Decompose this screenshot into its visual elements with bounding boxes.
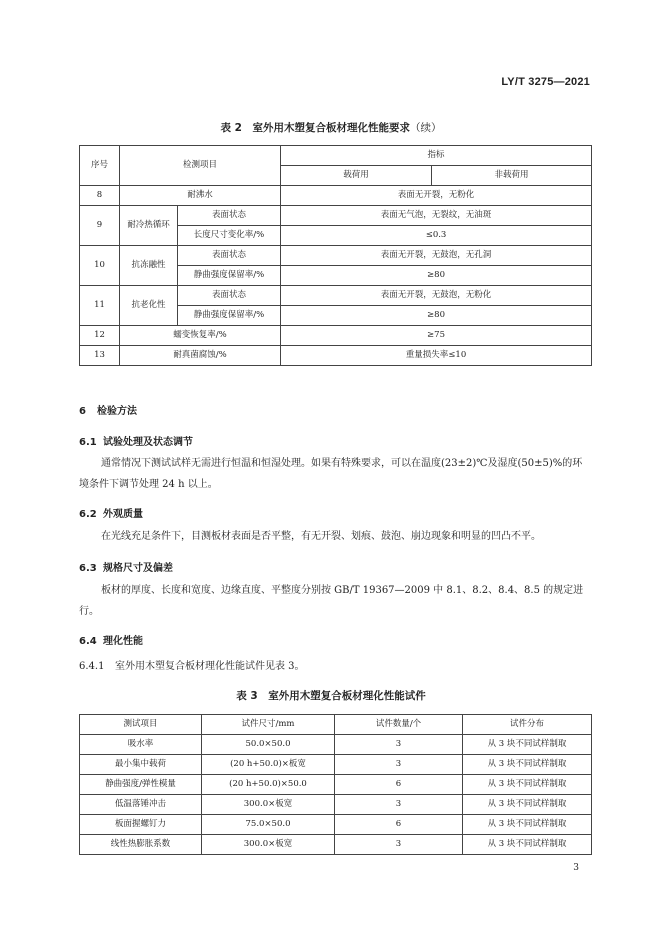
table2-cell-no: 13: [80, 346, 120, 366]
table2-cell-subitem: 静曲强度保留率/%: [178, 266, 281, 286]
table3-cell: 3: [335, 835, 463, 855]
table3-head-cell: 试件分布: [463, 715, 592, 735]
table2-cell-no: 10: [80, 246, 120, 286]
table3-row: [80, 795, 592, 815]
table3-cell: 从 3 块不同试样制取: [463, 795, 592, 815]
section-6-2-heading: [79, 505, 143, 520]
table3-cell: 300.0×板宽: [202, 795, 335, 815]
table2-head-index: 指标: [281, 146, 592, 166]
table2-row: [80, 206, 592, 226]
standard-code: LY/T 3275—2021: [501, 76, 590, 88]
section-6-heading: [79, 402, 137, 417]
table3-cell: 从 3 块不同试样制取: [463, 755, 592, 775]
table3-row: [80, 755, 592, 775]
table2-cell-value: 表面无开裂，无鼓泡，无孔洞: [281, 246, 592, 266]
section-title: 规格尺寸及偏差: [103, 563, 173, 574]
table2-cell-item: 蠕变恢复率/%: [120, 326, 281, 346]
table2-cell-subitem: 表面状态: [178, 246, 281, 266]
section-6-4-1-text: 室外用木塑复合板材理化性能试件见表 3。: [115, 661, 305, 672]
section-title: 试验处理及状态调节: [103, 437, 193, 448]
section-6-3-text: 板材的厚度、长度和宽度、边缘直度、平整度分别按 GB/T 19367—2009 中 8.1、8.2、8.4、8.5 的规定进行。: [79, 585, 584, 617]
table2-row: [80, 286, 592, 306]
table2-cell-subitem: 表面状态: [178, 206, 281, 226]
table2-cell-value: 重量损失率≤10: [281, 346, 592, 366]
table2-cell-value: 表面无开裂，无粉化: [281, 186, 592, 206]
table3-cell: 最小集中载荷: [80, 755, 202, 775]
section-number: 6.3: [79, 563, 97, 574]
section-title: 外观质量: [103, 509, 143, 520]
table2-cell-item: 耐沸水: [120, 186, 281, 206]
table3-caption: 表 3 室外用木塑复合板材理化性能试件: [236, 690, 426, 702]
table3-cell: 从 3 块不同试样制取: [463, 815, 592, 835]
table3-header-row: [80, 715, 592, 735]
section-number: 6.2: [79, 509, 97, 520]
table3-head-cell: 试件尺寸/mm: [202, 715, 335, 735]
table2-cell-subitem: 表面状态: [178, 286, 281, 306]
section-6-4-1-line: [79, 657, 305, 672]
table3-cell: 从 3 块不同试样制取: [463, 735, 592, 755]
table3-row: [80, 775, 592, 795]
table3-cell: 从 3 块不同试样制取: [463, 835, 592, 855]
table2-caption: [0, 120, 662, 135]
table2-row: [80, 186, 592, 206]
section-6-2-text: 在光线充足条件下，目测板材表面是否平整，有无开裂、划痕、鼓泡、崩边现象和明显的凹凸不平。: [101, 531, 541, 542]
table2-header-row: [80, 146, 592, 166]
table2-cell-subitem: 长度尺寸变化率/%: [178, 226, 281, 246]
table3-cell: 6: [335, 815, 463, 835]
table2: [79, 145, 592, 366]
table2-row: [80, 246, 592, 266]
table3-head-cell: 测试项目: [80, 715, 202, 735]
table2-cell-value: ≤0.3: [281, 226, 592, 246]
table3-cell: 低温落锤冲击: [80, 795, 202, 815]
table2-cell-item: 耐冷热循环: [120, 206, 178, 246]
table2-cell-value: 表面无气泡，无裂纹，无油斑: [281, 206, 592, 226]
page-number: 3: [573, 863, 579, 873]
table2-row: [80, 346, 592, 366]
table3-cell: 50.0×50.0: [202, 735, 335, 755]
table3-cell: 吸水率: [80, 735, 202, 755]
table3-cell: 从 3 块不同试样制取: [463, 775, 592, 795]
section-6-1-heading: [79, 433, 193, 448]
section-number: 6.1: [79, 437, 97, 448]
section-number: 6.4.1: [79, 661, 105, 672]
table2-cell-item: 抗老化性: [120, 286, 178, 326]
table2-head-item: 检测项目: [120, 146, 281, 186]
table3-cell: 板面握螺钉力: [80, 815, 202, 835]
section-6-3-heading: [79, 559, 173, 574]
section-6-1-text: 通常情况下测试试样无需进行恒温和恒湿处理。如果有特殊要求，可以在温度(23±2)℃及湿度(50±5)%的环境条件下调节处理 24 h 以上。: [79, 458, 583, 490]
table3-row: [80, 835, 592, 855]
table2-row: [80, 326, 592, 346]
table2-cell-no: 8: [80, 186, 120, 206]
table3-row: [80, 735, 592, 755]
table2-head-nonload: 非载荷用: [432, 166, 592, 186]
table3-cell: 3: [335, 735, 463, 755]
table3-cell: 线性热膨胀系数: [80, 835, 202, 855]
table3-row: [80, 815, 592, 835]
table3-cell: 3: [335, 755, 463, 775]
table2-cell-value: 表面无开裂，无鼓泡，无粉化: [281, 286, 592, 306]
section-title: 检验方法: [97, 406, 137, 417]
section-title: 理化性能: [103, 636, 143, 647]
table2-cell-value: ≥80: [281, 306, 592, 326]
table2-cell-no: 11: [80, 286, 120, 326]
section-6-4-heading: [79, 632, 143, 647]
table2-cell-item: 抗冻融性: [120, 246, 178, 286]
table3-cell: 3: [335, 795, 463, 815]
table2-head-load: 载荷用: [281, 166, 432, 186]
table2-cell-subitem: 静曲强度保留率/%: [178, 306, 281, 326]
table2-caption-note: （续）: [409, 122, 442, 134]
table3-cell: 75.0×50.0: [202, 815, 335, 835]
table2-cell-item: 耐真菌腐蚀/%: [120, 346, 281, 366]
table3-cell: 300.0×板宽: [202, 835, 335, 855]
section-number: 6.4: [79, 636, 97, 647]
table2-cell-value: ≥75: [281, 326, 592, 346]
table3-cell: (20 h+50.0)×板宽: [202, 755, 335, 775]
table2-caption-title: 表 2 室外用木塑复合板材理化性能要求: [220, 122, 410, 134]
table2-cell-value: ≥80: [281, 266, 592, 286]
table2-cell-no: 9: [80, 206, 120, 246]
table3-cell: 静曲强度/弹性模量: [80, 775, 202, 795]
table3-head-cell: 试件数量/个: [335, 715, 463, 735]
table2-head-no: 序号: [80, 146, 120, 186]
table3-cell: (20 h+50.0)×50.0: [202, 775, 335, 795]
section-number: 6: [79, 406, 86, 417]
table2-cell-no: 12: [80, 326, 120, 346]
table3-cell: 6: [335, 775, 463, 795]
table3: [79, 714, 592, 855]
